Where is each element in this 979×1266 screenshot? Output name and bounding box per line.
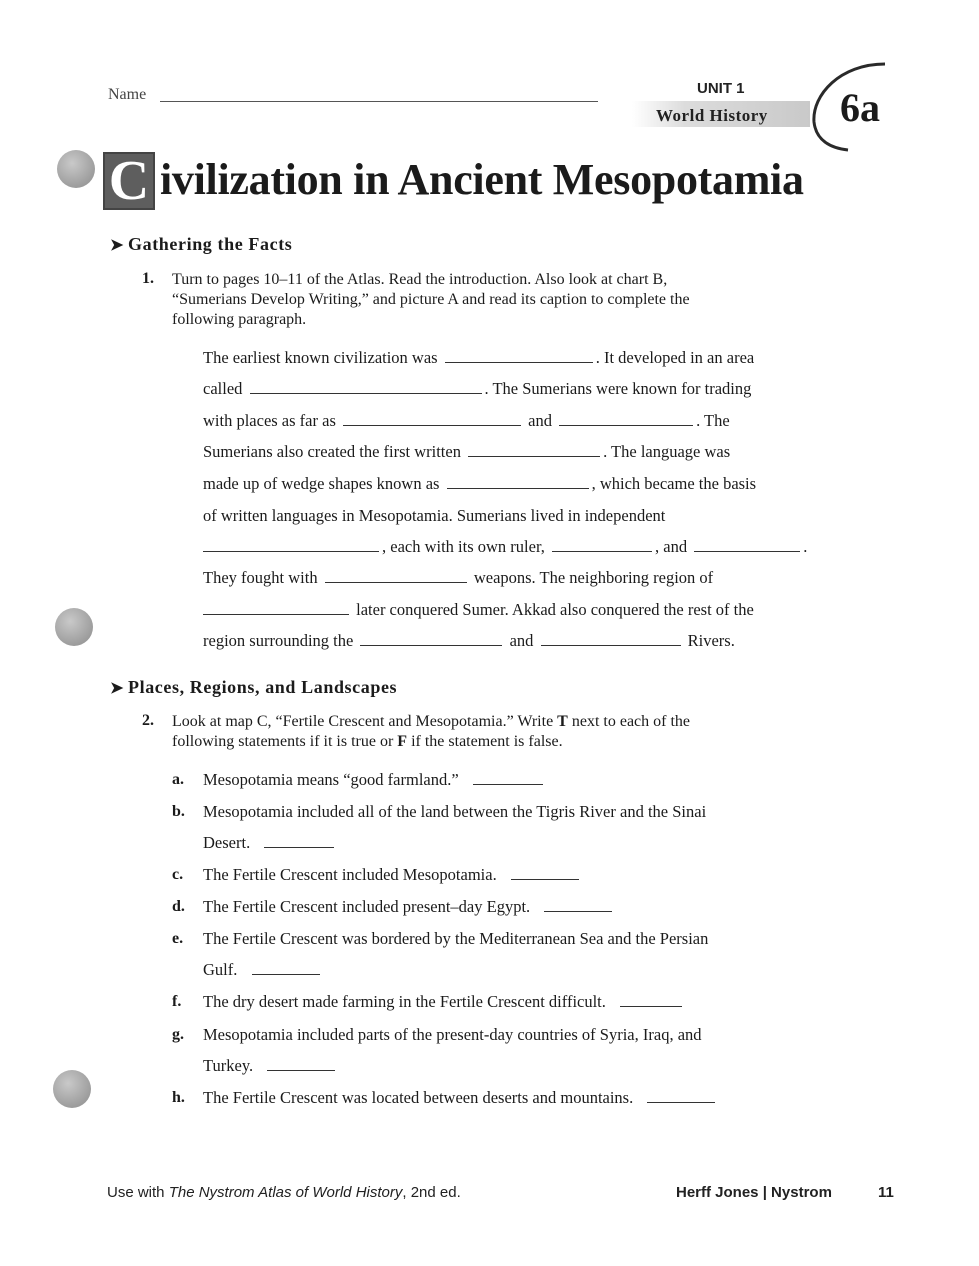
text: Desert.	[203, 833, 251, 852]
arrow-icon: ➤	[110, 237, 125, 254]
text: . The language was	[603, 442, 731, 461]
section-heading-places	[110, 677, 397, 698]
text: , and	[655, 537, 688, 556]
answer-blank[interactable]	[468, 442, 600, 457]
answer-blank[interactable]	[559, 411, 693, 426]
name-field[interactable]	[160, 101, 598, 102]
lesson-number: 6a	[840, 85, 880, 130]
item-letter: e.	[172, 930, 184, 947]
text: with places as far as	[203, 411, 336, 430]
item-letter: f.	[172, 993, 182, 1010]
answer-blank[interactable]	[447, 474, 589, 489]
question-number: 1.	[142, 270, 154, 287]
footer-publisher: Herff Jones | Nystrom	[676, 1184, 832, 1201]
answer-blank[interactable]	[267, 1056, 335, 1071]
answer-blank[interactable]	[620, 992, 682, 1007]
text: Mesopotamia included all of the land between the Tigris River and the Sinai	[203, 802, 707, 821]
question-line: Turn to pages 10–11 of the Atlas. Read the introduction. Also look at chart B,	[172, 271, 668, 288]
text: following statements if it is true or	[172, 733, 394, 750]
footer-citation	[107, 1184, 461, 1201]
statement	[203, 1088, 718, 1108]
paragraph-line	[203, 442, 730, 462]
text: Look at map C, “Fertile Crescent and Mesopotamia.” Write	[172, 713, 554, 730]
answer-blank[interactable]	[203, 600, 349, 615]
text: made up of wedge shapes known as	[203, 474, 440, 493]
text: and	[509, 631, 534, 650]
question-text	[172, 270, 852, 330]
paragraph-line	[203, 411, 730, 431]
paragraph-line	[203, 348, 754, 368]
answer-blank[interactable]	[445, 348, 593, 363]
name-label: Name	[108, 86, 147, 103]
text: Gulf.	[203, 960, 238, 979]
answer-blank[interactable]	[647, 1088, 715, 1103]
answer-blank[interactable]	[473, 770, 543, 785]
question-text	[172, 712, 852, 752]
unit-label: UNIT 1	[697, 80, 745, 97]
subject-label: World History	[656, 106, 768, 125]
paragraph-line	[203, 379, 751, 399]
text: later conquered Sumer. Akkad also conquered the rest of the	[356, 600, 754, 619]
text: if the statement is false.	[411, 733, 563, 750]
item-letter: c.	[172, 866, 184, 883]
title-dropcap: C	[103, 152, 155, 210]
text: The dry desert made farming in the Fertile Crescent difficult.	[203, 992, 606, 1011]
text: , 2nd ed.	[402, 1184, 461, 1201]
statement-continued	[203, 960, 323, 980]
statement	[203, 802, 706, 822]
text: The Fertile Crescent included Mesopotamia.	[203, 865, 497, 884]
text: The Nystrom Atlas of World History	[168, 1184, 403, 1201]
text: Turkey.	[203, 1056, 254, 1075]
page-number: 11	[878, 1184, 894, 1201]
statement-continued	[203, 1056, 338, 1076]
question-line	[172, 712, 852, 732]
statement	[203, 770, 546, 790]
text: Sumerians also created the first written	[203, 442, 461, 461]
binder-hole-middle	[55, 608, 93, 646]
text: They fought with	[203, 568, 318, 587]
question-line: “Sumerians Develop Writing,” and picture A and read its caption to complete the	[172, 291, 690, 308]
text: The Fertile Crescent included present–day Egypt.	[203, 897, 531, 916]
arrow-icon: ➤	[110, 680, 125, 697]
text: weapons. The neighboring region of	[473, 568, 714, 587]
section-heading-text: Gathering the Facts	[128, 234, 293, 254]
answer-blank[interactable]	[360, 631, 502, 646]
text: Rivers.	[687, 631, 735, 650]
paragraph-line	[203, 631, 735, 651]
text: The Fertile Crescent was located between deserts and mountains.	[203, 1088, 634, 1107]
paragraph-line	[203, 568, 713, 588]
text: next to each of the	[571, 713, 691, 730]
text: , which became the basis	[591, 474, 757, 493]
statement-continued	[203, 833, 337, 853]
answer-blank[interactable]	[264, 833, 334, 848]
question-line	[172, 732, 852, 752]
section-heading-text: Places, Regions, and Landscapes	[128, 677, 398, 697]
answer-blank[interactable]	[325, 568, 467, 583]
item-letter: h.	[172, 1089, 185, 1106]
item-letter: b.	[172, 803, 185, 820]
text: F	[397, 733, 408, 750]
text: Mesopotamia means “good farmland.”	[203, 770, 459, 789]
answer-blank[interactable]	[552, 537, 652, 552]
text: and	[528, 411, 552, 430]
answer-blank[interactable]	[252, 960, 320, 975]
statement	[203, 897, 615, 917]
text: . The	[696, 411, 730, 430]
statement	[203, 1025, 702, 1045]
answer-blank[interactable]	[541, 631, 681, 646]
text: called	[203, 379, 243, 398]
text: The earliest known civilization was	[203, 348, 438, 367]
binder-hole-bottom	[53, 1070, 91, 1108]
item-letter: d.	[172, 898, 185, 915]
text: region surrounding the	[203, 631, 354, 650]
paragraph-line	[203, 506, 665, 526]
text: .	[803, 537, 808, 556]
statement	[203, 865, 582, 885]
page-title: ivilization in Ancient Mesopotamia	[160, 155, 804, 204]
question-number: 2.	[142, 712, 154, 729]
text: The Fertile Crescent was bordered by the Mediterranean Sea and the Persian	[203, 929, 709, 948]
item-letter: g.	[172, 1026, 184, 1043]
text: T	[557, 713, 568, 730]
statement	[203, 929, 708, 949]
answer-blank[interactable]	[250, 379, 482, 394]
answer-blank[interactable]	[203, 537, 379, 552]
text: Use with	[107, 1184, 165, 1201]
answer-blank[interactable]	[511, 865, 579, 880]
answer-blank[interactable]	[694, 537, 800, 552]
text: , each with its own ruler,	[382, 537, 545, 556]
question-line: following paragraph.	[172, 311, 307, 328]
answer-blank[interactable]	[544, 897, 612, 912]
paragraph-line	[203, 537, 807, 557]
section-heading-gathering	[110, 234, 292, 255]
paragraph-line	[203, 474, 756, 494]
binder-hole-top	[57, 150, 95, 188]
answer-blank[interactable]	[343, 411, 521, 426]
text: . It developed in an area	[595, 348, 755, 367]
statement	[203, 992, 685, 1012]
text: . The Sumerians were known for trading	[484, 379, 752, 398]
text: of written languages in Mesopotamia. Sumerians lived in independent	[203, 506, 666, 525]
item-letter: a.	[172, 771, 184, 788]
paragraph-line	[203, 600, 754, 620]
text: Mesopotamia included parts of the present-day countries of Syria, Iraq, and	[203, 1025, 702, 1044]
